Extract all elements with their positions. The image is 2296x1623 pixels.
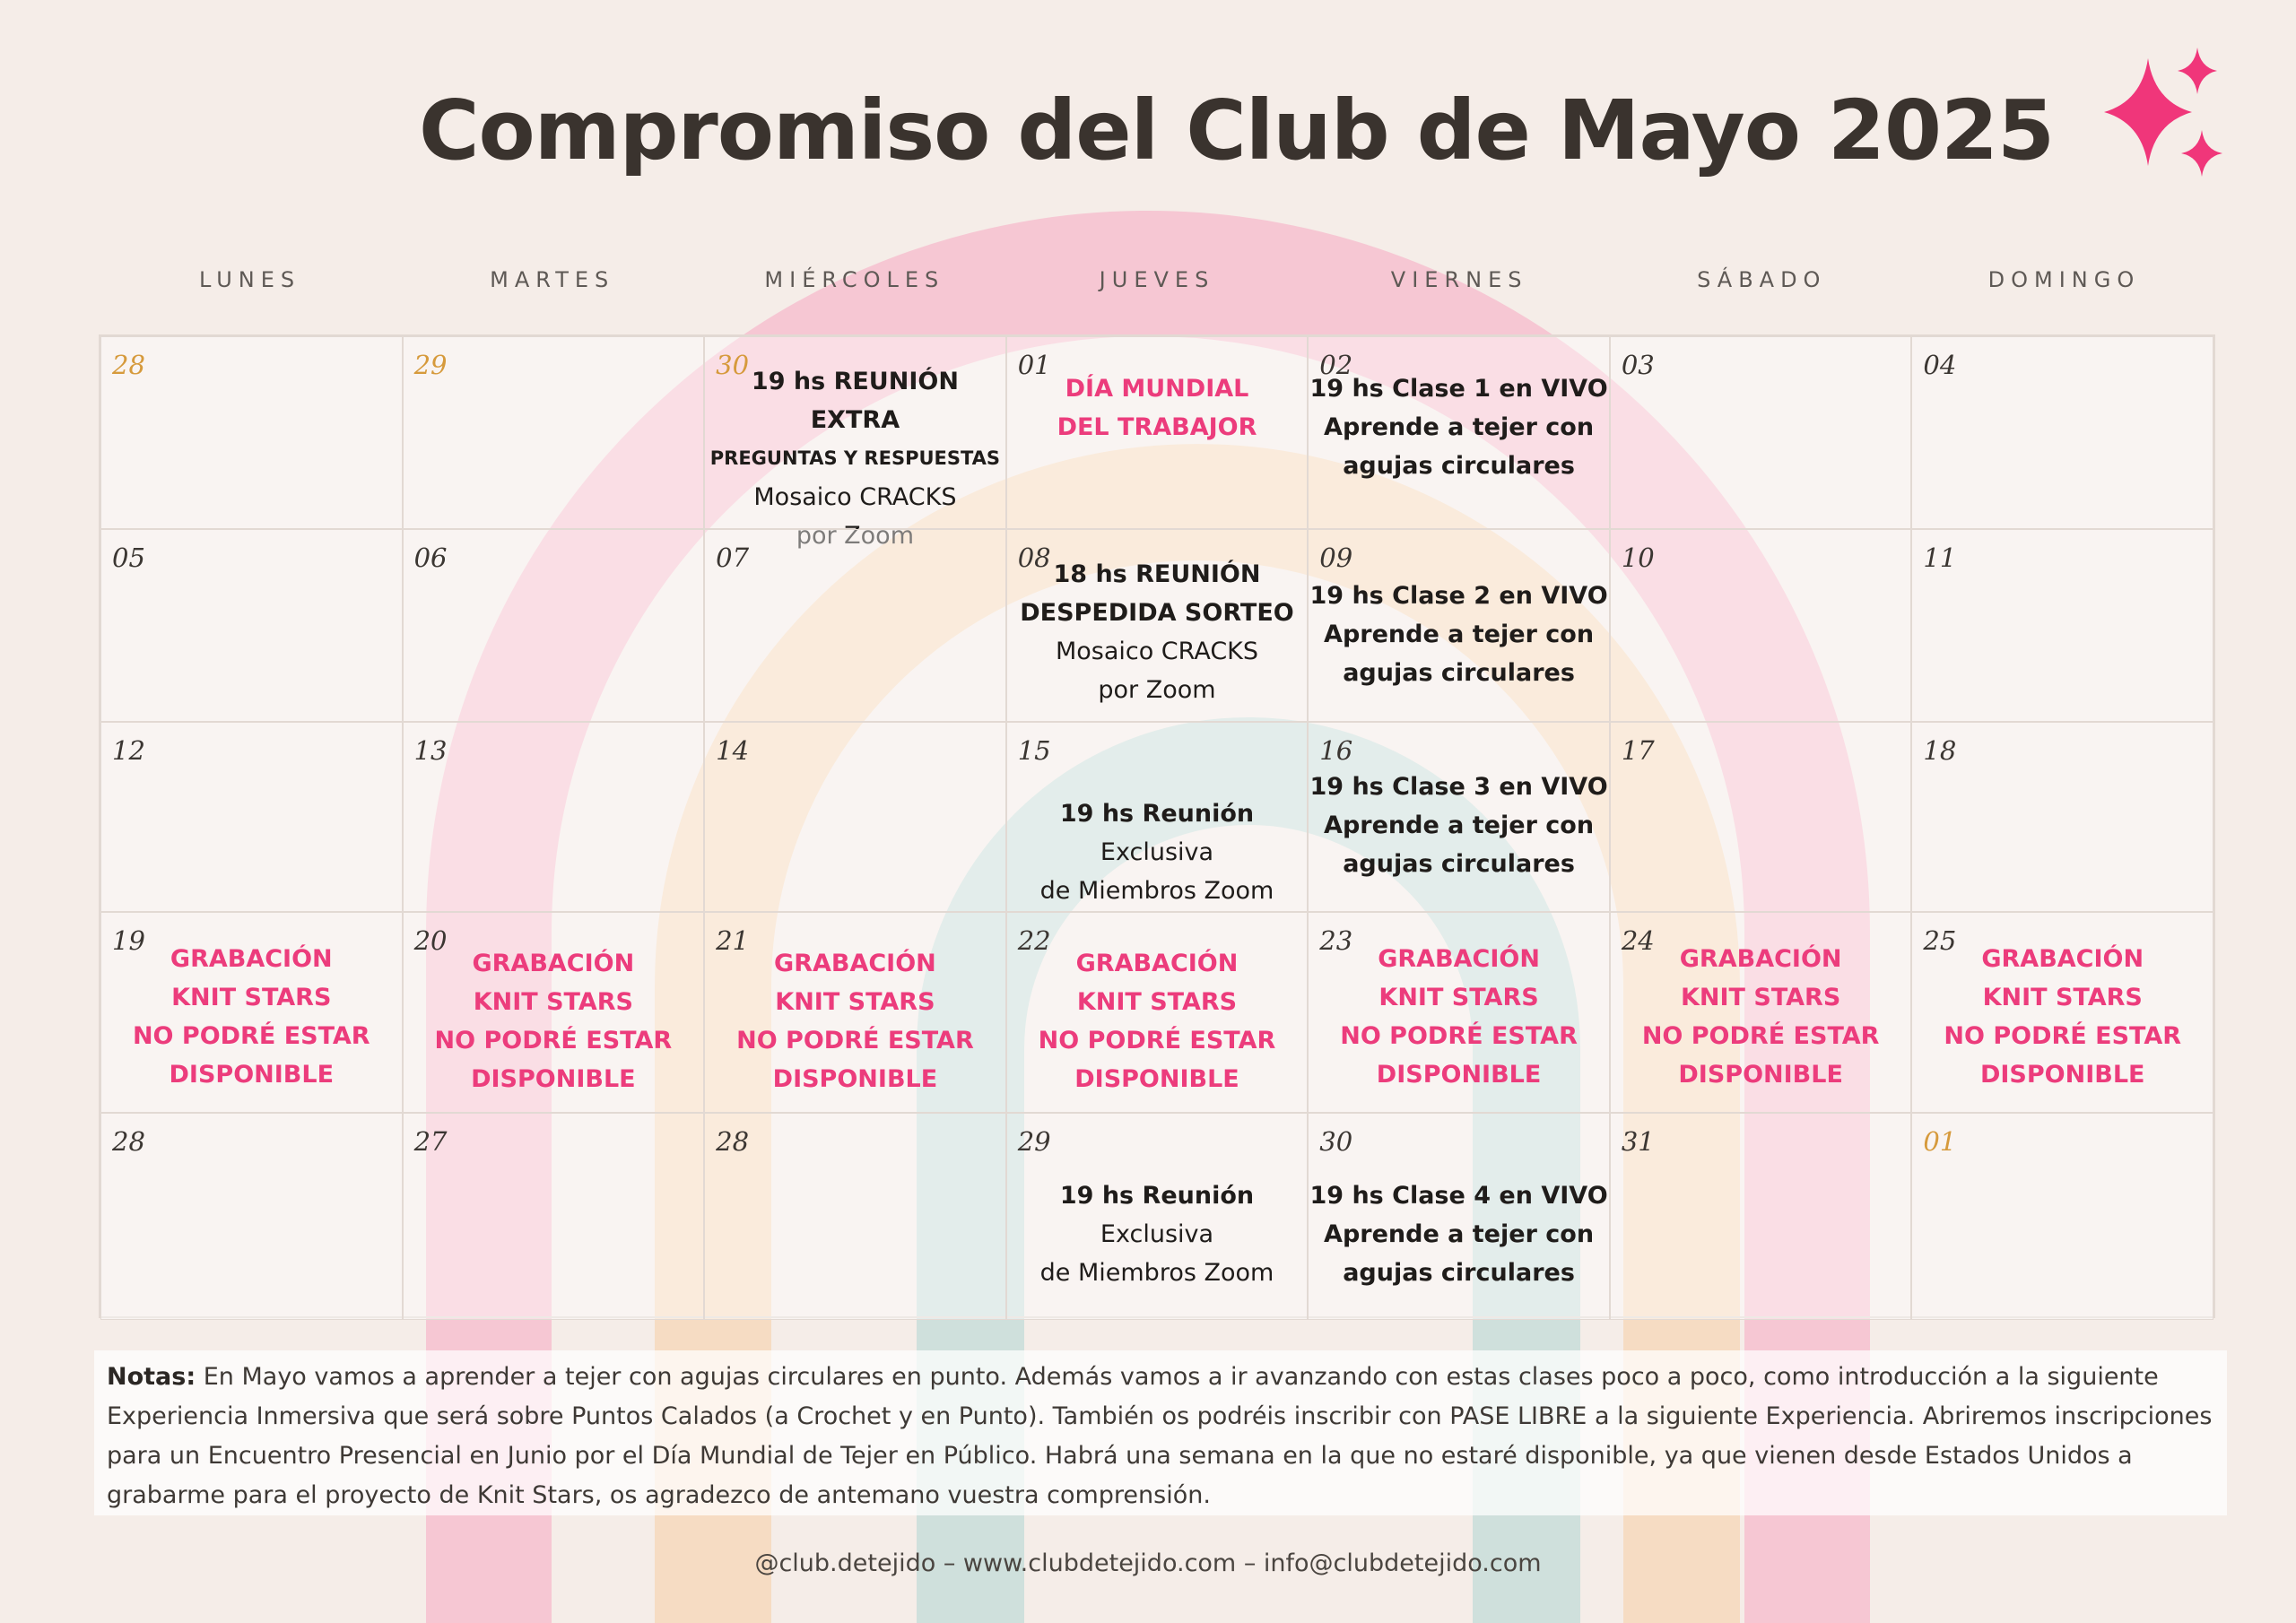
event-line: KNIT STARS [1378,984,1539,1011]
calendar-day-cell [1308,336,1610,529]
weekday-label: MARTES [490,267,615,292]
day-number: 15 [1017,735,1051,766]
day-number: 23 [1319,925,1353,956]
event-line: NO PODRÉ ESTAR [1340,1022,1578,1050]
day-number: 11 [1923,542,1957,573]
highlight-event [404,944,704,1098]
event-line: GRABACIÓN [1679,945,1842,973]
calendar-event [1309,577,1609,692]
day-number: 14 [716,735,750,766]
calendar-day-cell [704,722,1006,912]
highlight-event [1309,940,1609,1094]
weekday-label: DOMINGO [1987,267,2141,292]
calendar-day-cell [1610,529,1912,722]
calendar-day-cell [1006,722,1309,912]
day-number: 08 [1017,542,1051,573]
event-line: GRABACIÓN [774,950,936,977]
event-text: 19 hs Reunión [1059,800,1255,828]
event-line: agujas circulares [1343,850,1575,878]
calendar-day-cell [1308,912,1610,1113]
event-line: KNIT STARS [775,988,935,1016]
weekday-label: VIERNES [1390,267,1528,292]
event-line: Aprende a tejer con [1324,413,1595,441]
notes-box [94,1350,2227,1515]
event-line: de Miembros Zoom [1039,877,1274,905]
event-line: 18 hs REUNIÓN [1053,560,1261,588]
event-line: Mosaico CRACKS [753,483,957,511]
highlight-event [705,944,1005,1098]
calendar-day-cell [1308,722,1610,912]
calendar-day-cell [403,912,705,1113]
calendar-day-cell [1006,912,1309,1113]
day-number: 09 [1319,542,1353,573]
event-line: Aprende a tejer con [1324,621,1595,648]
event-line: DISPONIBLE [1979,1061,2145,1089]
event-line: 19 hs REUNIÓN EXTRA [751,368,959,434]
day-number: 06 [413,542,448,573]
day-number: 21 [716,925,750,956]
calendar-day-cell [1610,912,1912,1113]
weekday-header [99,267,2215,303]
highlight-event [1611,940,1911,1094]
calendar-event [1309,369,1609,485]
day-number: 30 [716,350,750,380]
calendar-day-cell [1911,529,2213,722]
event-line: 19 hs Clase 2 en VIVO [1309,582,1608,610]
event-line: DISPONIBLE [169,1061,335,1089]
day-number: 04 [1923,350,1957,380]
day-number: 28 [112,350,145,380]
event-line: DESPEDIDA SORTEO [1020,599,1294,627]
calendar-day-cell [100,1113,403,1320]
event-line: 19 hs Clase 4 en VIVO [1309,1182,1608,1210]
calendar-day-cell [1911,722,2213,912]
event-line: Mosaico CRACKS [1055,638,1259,665]
event-line: NO PODRÉ ESTAR [1038,1027,1276,1055]
day-number: 01 [1017,350,1051,380]
highlight-event [1007,944,1308,1098]
day-number: 20 [413,925,448,956]
weekday-label: LUNES [199,267,301,292]
calendar-event [1309,1176,1609,1292]
event-line: por Zoom [1098,676,1216,704]
calendar-day-cell [1308,529,1610,722]
calendar-day-cell [1610,336,1912,529]
day-number: 10 [1621,542,1655,573]
event-line: KNIT STARS [473,988,633,1016]
day-number: 22 [1017,925,1051,956]
day-number: 02 [1319,350,1353,380]
weekday-label: SÁBADO [1697,267,1827,292]
day-number: 27 [413,1126,448,1157]
event-line: Aprende a tejer con [1324,812,1595,839]
event-line: KNIT STARS [1076,988,1238,1016]
event-line: agujas circulares [1343,452,1575,480]
event-line: GRABACIÓN [170,945,333,973]
calendar-day-cell [100,912,403,1113]
event-line: 19 hs Clase 3 en VIVO [1309,773,1608,801]
calendar-day-cell [100,722,403,912]
calendar-day-cell [403,1113,705,1320]
day-number: 24 [1621,925,1655,956]
event-line: por Zoom [796,522,915,550]
day-number: 13 [413,735,448,766]
event-line: Aprende a tejer con [1324,1220,1595,1248]
day-number: 29 [413,350,448,380]
day-number: 01 [1923,1126,1957,1157]
event-line: NO PODRÉ ESTAR [736,1027,974,1055]
event-line: NO PODRÉ ESTAR [1944,1022,2182,1050]
calendar-day-cell [1006,1113,1309,1320]
event-line: GRABACIÓN [1075,950,1239,977]
event-line: NO PODRÉ ESTAR [132,1022,370,1050]
day-number: 31 [1621,1126,1655,1157]
calendar-day-cell [100,529,403,722]
day-number: 18 [1923,735,1957,766]
notes-label: Notas: [107,1363,196,1391]
highlight-event [1007,369,1308,447]
event-line: DISPONIBLE [1678,1061,1843,1089]
calendar-day-cell [403,529,705,722]
day-number: 16 [1319,735,1353,766]
calendar-event [1007,1176,1308,1292]
day-number: 28 [716,1126,750,1157]
calendar-day-cell [704,1113,1006,1320]
footer-contact: @club.detejido – www.clubdetejido.com – info@clubdetejido.com [754,1549,1542,1577]
highlight-event [101,940,402,1094]
event-line: GRABACIÓN [472,950,635,977]
calendar-day-cell [704,912,1006,1113]
calendar-event [1309,768,1609,883]
calendar-day-cell [1911,1113,2213,1320]
day-number: 07 [716,542,750,573]
event-line: DISPONIBLE [772,1065,938,1093]
event-line: NO PODRÉ ESTAR [434,1027,673,1055]
calendar-day-cell [1610,1113,1912,1320]
day-number: 28 [112,1126,145,1157]
weekday-label: JUEVES [1099,267,1215,292]
calendar-day-cell [704,336,1006,550]
calendar-event [1007,794,1308,910]
event-line: DISPONIBLE [1074,1065,1239,1093]
event-line: agujas circulares [1343,1259,1575,1287]
calendar-day-cell [1308,1113,1610,1320]
calendar-day-cell [1006,529,1309,722]
calendar-event [1007,555,1308,709]
day-number: 30 [1319,1126,1353,1157]
event-text: Exclusiva [1100,1220,1214,1248]
calendar-day-cell [403,336,705,529]
day-number: 05 [112,542,145,573]
event-line: DISPONIBLE [1376,1061,1542,1089]
calendar-day-cell [704,529,1006,722]
calendar-day-cell [1911,336,2213,529]
event-line: agujas circulares [1343,659,1575,687]
event-line: PREGUNTAS Y RESPUESTAS [709,447,1001,469]
event-line: GRABACIÓN [1378,945,1540,973]
event-text: 19 hs Reunión [1059,1182,1255,1210]
event-line: KNIT STARS [1680,984,1841,1011]
highlight-event [1912,940,2213,1094]
event-line: DEL TRABAJOR [1057,413,1257,441]
calendar-day-cell [403,722,705,912]
calendar-event [705,362,1005,555]
calendar-day-cell [1911,912,2213,1113]
day-number: 19 [112,925,145,956]
day-number: 03 [1621,350,1655,380]
notes-text: En Mayo vamos a aprender a tejer con agujas circulares en punto. Además vamos a ir avanzando con estas clases poco a poco, como introducción a la siguiente Experiencia Inmersiva que será sobre Puntos Calados (a Crochet y en Punto). También os podréis inscribir con PASE LIBRE a la siguiente Experiencia. Abriremos inscripciones para un Encuentro Presencial en Junio por el Día Mundial de Tejer en Público. Habrá una semana en la que no estaré disponible, ya que vienen desde Estados Unidos a grabarme para el proyecto de Knit Stars, os agradezco de antemano vuestra comprensión. [107,1363,2213,1509]
event-line [1007,794,1308,872]
calendar-grid [99,334,2215,1318]
event-line: GRABACIÓN [1981,945,2144,973]
page-title: Compromiso del Club de Mayo 2025 [418,82,2054,178]
event-line: NO PODRÉ ESTAR [1641,1022,1880,1050]
day-number: 29 [1017,1126,1051,1157]
event-line: KNIT STARS [1982,984,2143,1011]
event-line: de Miembros Zoom [1039,1259,1274,1287]
calendar-day-cell [100,336,403,529]
day-number: 17 [1621,735,1655,766]
weekday-label: MIÉRCOLES [764,267,945,292]
event-text: Exclusiva [1100,838,1214,866]
day-number: 12 [112,735,145,766]
event-line: DÍA MUNDIAL [1065,375,1249,403]
calendar-day-cell [1006,336,1309,529]
calendar-day-cell [1610,722,1912,912]
event-line: KNIT STARS [171,984,332,1011]
sparkles-icon [2099,40,2233,193]
day-number: 25 [1923,925,1957,956]
event-line: 19 hs Clase 1 en VIVO [1309,375,1608,403]
event-line: DISPONIBLE [471,1065,636,1093]
event-line [1007,1176,1308,1254]
